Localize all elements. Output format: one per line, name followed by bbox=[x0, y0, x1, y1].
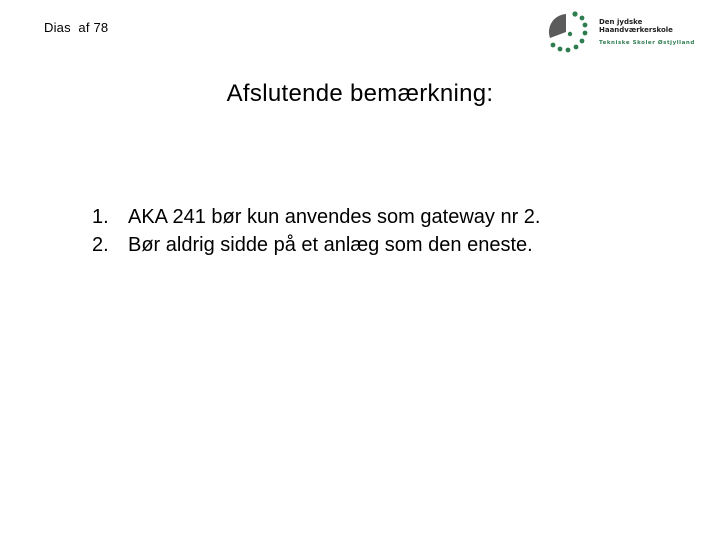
logo-tagline: Tekniske Skoler Østjylland bbox=[599, 40, 695, 46]
list-item bbox=[92, 203, 540, 231]
logo-name-line1: Den jydske bbox=[599, 18, 643, 26]
school-logo bbox=[540, 10, 695, 54]
dotted-circle-logo-icon bbox=[544, 10, 594, 54]
list-item-number: 2. bbox=[92, 234, 109, 256]
list-item bbox=[92, 231, 540, 259]
list-item-number: 1. bbox=[92, 206, 109, 228]
slide-title: Afslutende bemærkning: bbox=[226, 80, 494, 107]
list-item-text: AKA 241 bør kun anvendes som gateway nr 2. bbox=[128, 206, 541, 228]
content-list bbox=[92, 203, 540, 259]
list-item-text: Bør aldrig sidde på et anlæg som den eneste. bbox=[128, 234, 533, 256]
slide-counter: Dias af 78 bbox=[44, 20, 109, 35]
logo-name-line2: Haandværkerskole bbox=[599, 26, 673, 34]
